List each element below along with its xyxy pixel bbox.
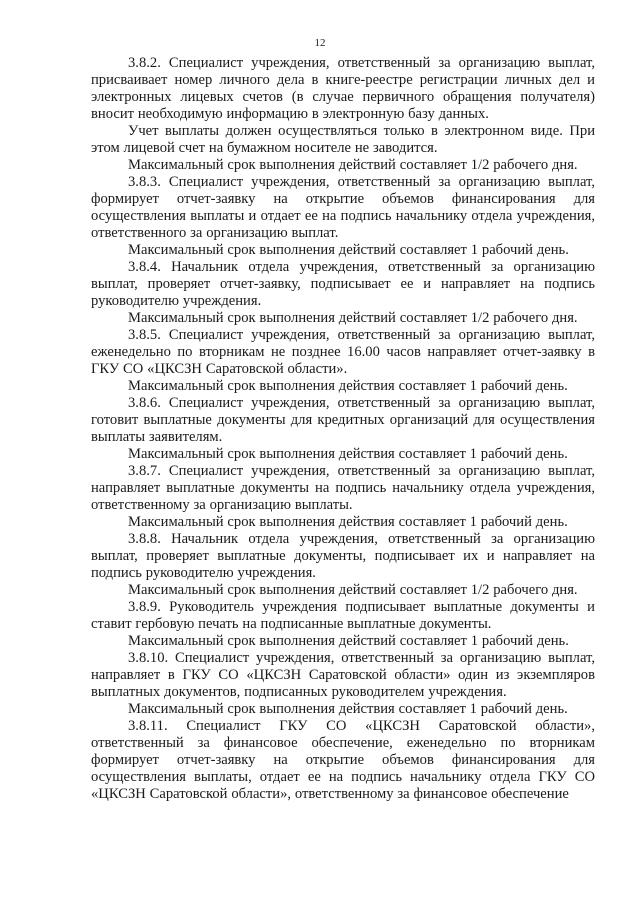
paragraph-3-8-5: 3.8.5. Специалист учреждения, ответственный за организацию выплат, еженедельно по вторникам не позднее 16.00 часов направляет отчет-заявку в ГКУ СО «ЦКСЗН Саратовской области». xyxy=(91,327,595,377)
paragraph-3-8-7: 3.8.7. Специалист учреждения, ответственный за организацию выплат, направляет выплатные документы на подпись начальнику отдела учреждения, ответственному за организацию выплаты. xyxy=(91,463,595,513)
paragraph-deadline: Максимальный срок выполнения действий составляет 1/2 рабочего дня. xyxy=(128,157,578,173)
paragraph-electronic-accounting: Учет выплаты должен осуществляться только в электронном виде. При этом лицевой счет на бумажном носителе не заводится. xyxy=(91,123,595,156)
paragraph-deadline: Максимальный срок выполнения действия составляет 1 рабочий день. xyxy=(128,514,568,530)
paragraph-3-8-2: 3.8.2. Специалист учреждения, ответственный за организацию выплат, присваивает номер личного дела в книге-реестре регистрации личных дел и электронных лицевых счетов (в случае первичного обращения получателя) вносит необходимую информацию в электронную базу данных. xyxy=(91,55,595,122)
paragraph-3-8-3: 3.8.3. Специалист учреждения, ответственный за организацию выплат, формирует отчет-заявку на открытие объемов финансирования для осуществления выплаты и отдает ее на подпись начальнику отдела учреждения, ответственного за организацию выплат. xyxy=(91,174,595,241)
paragraph-3-8-11: 3.8.11. Специалист ГКУ СО «ЦКСЗН Саратовской области», ответственный за финансовое обеспечение, еженедельно по вторникам формирует отчет-заявку на открытие объемов финансирования для осуществления выплаты, отдает ее на подпись начальнику отдела ГКУ СО «ЦКСЗН Саратовской области», ответственному за финансовое обеспечение xyxy=(91,718,595,802)
paragraph-3-8-8: 3.8.8. Начальник отдела учреждения, ответственный за организацию выплат, проверяет выплатные документы, подписывает их и направляет на подпись руководителю учреждения. xyxy=(91,531,595,581)
paragraph-deadline: Максимальный срок выполнения действий составляет 1/2 рабочего дня. xyxy=(128,310,578,326)
page-number: 12 xyxy=(314,37,326,49)
paragraph-3-8-4: 3.8.4. Начальник отдела учреждения, ответственный за организацию выплат, проверяет отчет-заявку, подписывает ее и направляет на подпись руководителю учреждения. xyxy=(91,259,595,309)
paragraph-deadline: Максимальный срок выполнения действий составляет 1 рабочий день. xyxy=(128,633,569,649)
paragraph-3-8-10: 3.8.10. Специалист учреждения, ответственный за организацию выплат, направляет в ГКУ СО «ЦКСЗН Саратовской области» один из экземпляров выплатных документов, подписанных руководителем учреждения. xyxy=(91,650,595,700)
paragraph-deadline: Максимальный срок выполнения действия составляет 1 рабочий день. xyxy=(128,446,568,462)
document-body xyxy=(91,55,595,803)
paragraph-deadline: Максимальный срок выполнения действия составляет 1 рабочий день. xyxy=(128,701,568,717)
paragraph-3-8-6: 3.8.6. Специалист учреждения, ответственный за организацию выплат, готовит выплатные документы для кредитных организаций для осуществления выплаты заявителям. xyxy=(91,395,595,445)
paragraph-deadline: Максимальный срок выполнения действий составляет 1 рабочий день. xyxy=(128,242,569,258)
paragraph-3-8-9: 3.8.9. Руководитель учреждения подписывает выплатные документы и ставит гербовую печать на подписанные выплатные документы. xyxy=(91,599,595,632)
paragraph-deadline: Максимальный срок выполнения действий составляет 1/2 рабочего дня. xyxy=(128,582,578,598)
paragraph-deadline: Максимальный срок выполнения действия составляет 1 рабочий день. xyxy=(128,378,568,394)
